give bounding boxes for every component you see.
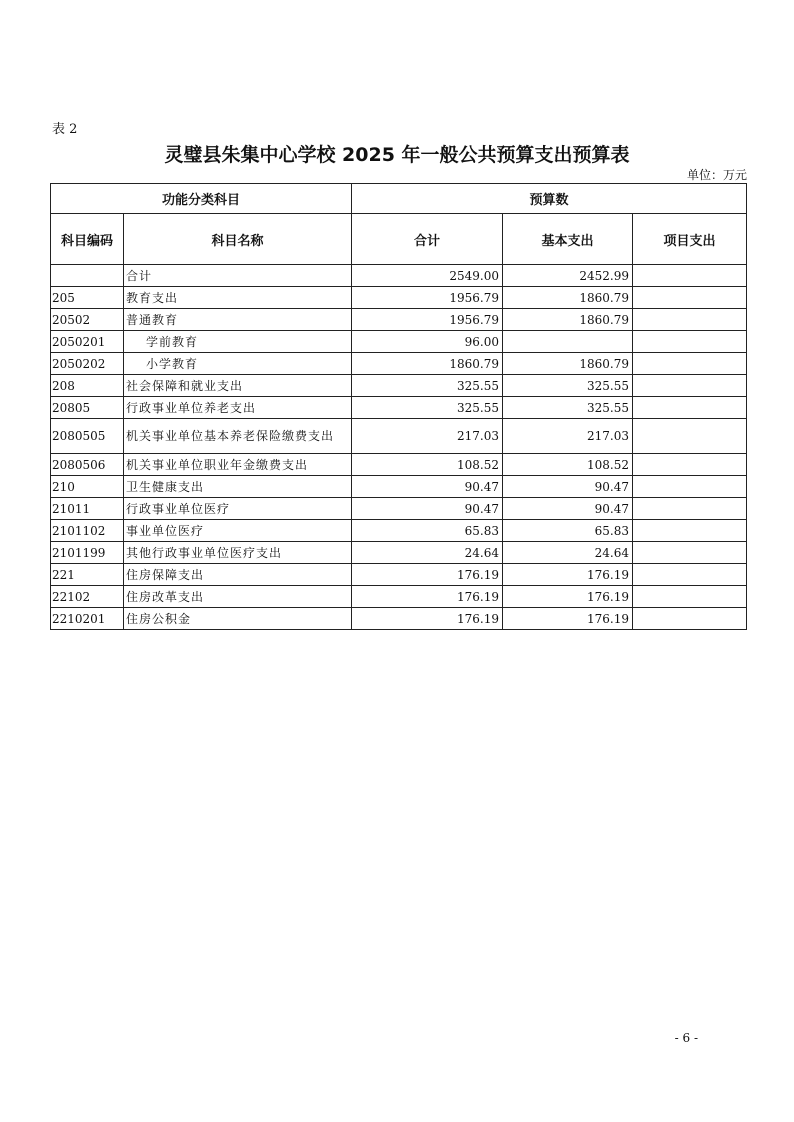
cell-name: 住房改革支出 bbox=[124, 586, 352, 608]
cell-total: 1956.79 bbox=[352, 287, 503, 309]
cell-code: 208 bbox=[51, 375, 124, 397]
cell-code: 21011 bbox=[51, 498, 124, 520]
cell-name: 其他行政事业单位医疗支出 bbox=[124, 542, 352, 564]
cell-project bbox=[633, 265, 747, 287]
cell-basic: 1860.79 bbox=[503, 353, 633, 375]
cell-project bbox=[633, 498, 747, 520]
cell-project bbox=[633, 287, 747, 309]
table-row bbox=[51, 586, 747, 608]
cell-project bbox=[633, 608, 747, 630]
cell-name: 行政事业单位养老支出 bbox=[124, 397, 352, 419]
table-label: 表 2 bbox=[52, 122, 78, 137]
cell-name: 事业单位医疗 bbox=[124, 520, 352, 542]
cell-total: 176.19 bbox=[352, 564, 503, 586]
header-group-subject: 功能分类科目 bbox=[51, 184, 352, 214]
cell-code: 2050202 bbox=[51, 353, 124, 375]
cell-total: 2549.00 bbox=[352, 265, 503, 287]
unit-label: 单位：万元 bbox=[686, 168, 747, 182]
cell-project bbox=[633, 353, 747, 375]
header-project: 项目支出 bbox=[633, 214, 747, 265]
cell-basic: 1860.79 bbox=[503, 287, 633, 309]
cell-total: 96.00 bbox=[352, 331, 503, 353]
cell-name: 合计 bbox=[124, 265, 352, 287]
cell-name: 行政事业单位医疗 bbox=[124, 498, 352, 520]
cell-basic: 108.52 bbox=[503, 454, 633, 476]
table-body bbox=[51, 265, 747, 630]
cell-total: 90.47 bbox=[352, 476, 503, 498]
cell-project bbox=[633, 476, 747, 498]
cell-name: 普通教育 bbox=[124, 309, 352, 331]
cell-code: 205 bbox=[51, 287, 124, 309]
header-name: 科目名称 bbox=[124, 214, 352, 265]
cell-name: 机关事业单位职业年金缴费支出 bbox=[124, 454, 352, 476]
table-row bbox=[51, 476, 747, 498]
header-basic: 基本支出 bbox=[503, 214, 633, 265]
cell-total: 176.19 bbox=[352, 586, 503, 608]
table-row bbox=[51, 454, 747, 476]
cell-total: 24.64 bbox=[352, 542, 503, 564]
cell-total: 65.83 bbox=[352, 520, 503, 542]
cell-code: 2101102 bbox=[51, 520, 124, 542]
table-row bbox=[51, 498, 747, 520]
table-row bbox=[51, 331, 747, 353]
cell-total: 325.55 bbox=[352, 375, 503, 397]
cell-code: 20805 bbox=[51, 397, 124, 419]
cell-basic: 176.19 bbox=[503, 608, 633, 630]
table-row bbox=[51, 520, 747, 542]
cell-code: 221 bbox=[51, 564, 124, 586]
cell-project bbox=[633, 454, 747, 476]
table-row bbox=[51, 397, 747, 419]
cell-basic: 325.55 bbox=[503, 375, 633, 397]
cell-basic: 176.19 bbox=[503, 586, 633, 608]
cell-name: 住房公积金 bbox=[124, 608, 352, 630]
cell-name: 学前教育 bbox=[124, 331, 352, 353]
cell-code: 2080505 bbox=[51, 419, 124, 454]
table-row bbox=[51, 353, 747, 375]
header-group-budget: 预算数 bbox=[352, 184, 747, 214]
budget-table bbox=[50, 183, 747, 630]
cell-total: 90.47 bbox=[352, 498, 503, 520]
cell-code bbox=[51, 265, 124, 287]
cell-total: 1860.79 bbox=[352, 353, 503, 375]
table-row bbox=[51, 265, 747, 287]
cell-total: 325.55 bbox=[352, 397, 503, 419]
cell-code: 22102 bbox=[51, 586, 124, 608]
table-row bbox=[51, 608, 747, 630]
table-row bbox=[51, 309, 747, 331]
cell-basic: 1860.79 bbox=[503, 309, 633, 331]
cell-name: 卫生健康支出 bbox=[124, 476, 352, 498]
cell-basic bbox=[503, 331, 633, 353]
cell-name: 社会保障和就业支出 bbox=[124, 375, 352, 397]
cell-basic: 176.19 bbox=[503, 564, 633, 586]
header-code: 科目编码 bbox=[51, 214, 124, 265]
cell-project bbox=[633, 564, 747, 586]
cell-name: 住房保障支出 bbox=[124, 564, 352, 586]
header-row-groups bbox=[51, 184, 747, 214]
cell-code: 2080506 bbox=[51, 454, 124, 476]
table-row bbox=[51, 375, 747, 397]
cell-code: 210 bbox=[51, 476, 124, 498]
cell-code: 2210201 bbox=[51, 608, 124, 630]
page-number: - 6 - bbox=[674, 1031, 698, 1045]
cell-name: 教育支出 bbox=[124, 287, 352, 309]
table-row bbox=[51, 542, 747, 564]
header-total: 合计 bbox=[352, 214, 503, 265]
table-row bbox=[51, 564, 747, 586]
cell-project bbox=[633, 331, 747, 353]
table-row bbox=[51, 419, 747, 454]
cell-project bbox=[633, 309, 747, 331]
cell-basic: 217.03 bbox=[503, 419, 633, 454]
cell-basic: 24.64 bbox=[503, 542, 633, 564]
page-title: 灵璧县朱集中心学校 2025 年一般公共预算支出预算表 bbox=[164, 144, 630, 166]
cell-name: 小学教育 bbox=[124, 353, 352, 375]
cell-code: 20502 bbox=[51, 309, 124, 331]
cell-project bbox=[633, 586, 747, 608]
table-row bbox=[51, 287, 747, 309]
cell-basic: 2452.99 bbox=[503, 265, 633, 287]
cell-project bbox=[633, 520, 747, 542]
header-row-columns bbox=[51, 214, 747, 265]
cell-code: 2101199 bbox=[51, 542, 124, 564]
cell-total: 176.19 bbox=[352, 608, 503, 630]
cell-basic: 325.55 bbox=[503, 397, 633, 419]
cell-name: 机关事业单位基本养老保险缴费支出 bbox=[124, 419, 352, 454]
cell-total: 217.03 bbox=[352, 419, 503, 454]
cell-basic: 90.47 bbox=[503, 476, 633, 498]
cell-basic: 65.83 bbox=[503, 520, 633, 542]
cell-project bbox=[633, 419, 747, 454]
cell-project bbox=[633, 542, 747, 564]
cell-code: 2050201 bbox=[51, 331, 124, 353]
cell-total: 108.52 bbox=[352, 454, 503, 476]
cell-basic: 90.47 bbox=[503, 498, 633, 520]
cell-project bbox=[633, 397, 747, 419]
cell-total: 1956.79 bbox=[352, 309, 503, 331]
cell-project bbox=[633, 375, 747, 397]
